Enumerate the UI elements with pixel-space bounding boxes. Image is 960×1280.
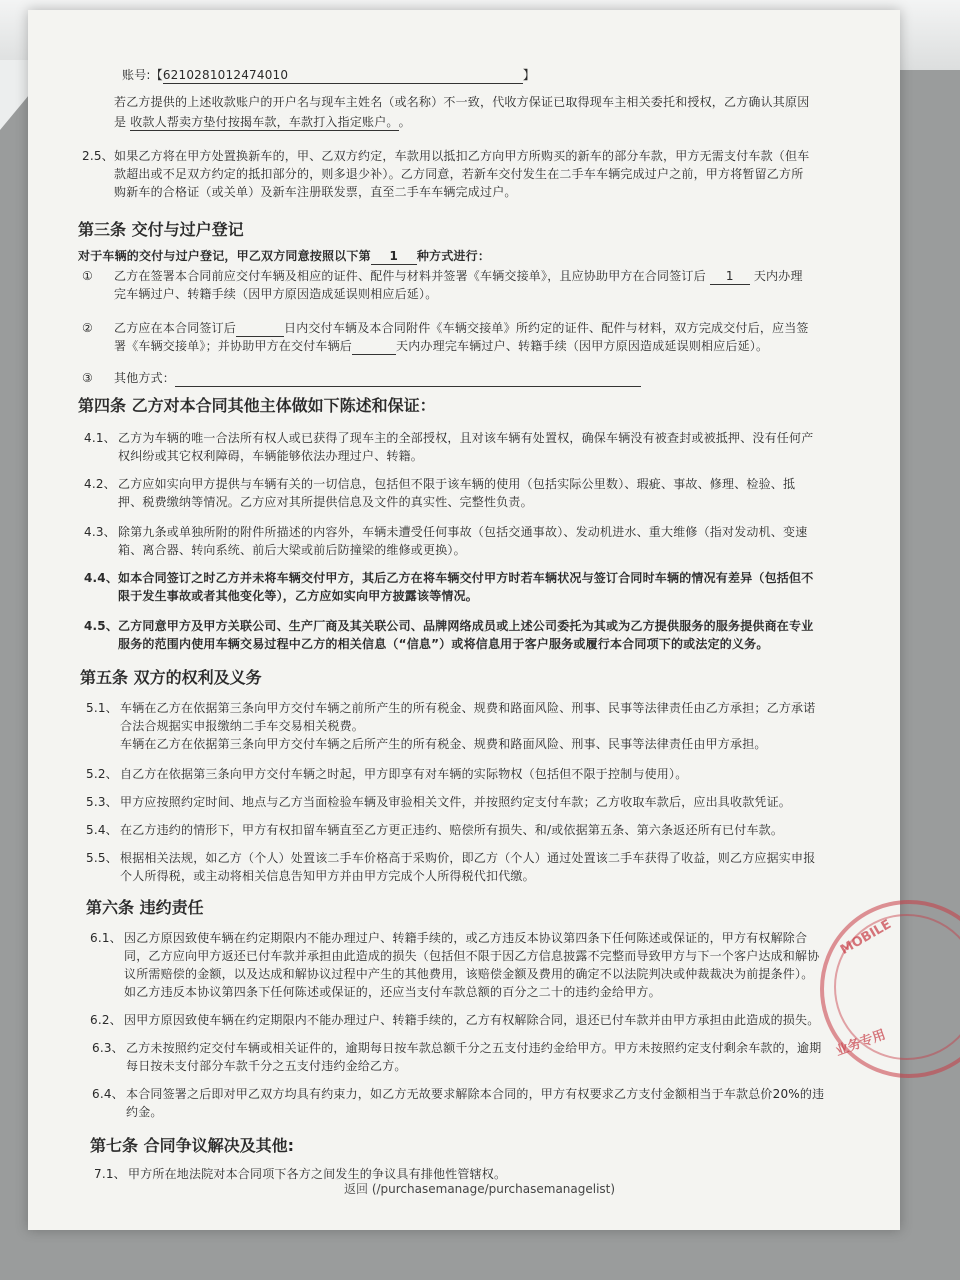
clause-4-4-line: 限于发生事故或者其他变化等），乙方应如实向甲方披露该等情况。 <box>118 589 479 603</box>
clause-6-1-line: 如乙方违反本协议第四条下任何陈述或保证的，还应当支付车款总额的百分之二十的违约金给甲方。 <box>124 985 661 999</box>
clause-4-5-line: 服务的范围内使用车辆交易过程中乙方的相关信息（“信息”）或将信息用于客户服务或履行本合同项下的或法定的义务。 <box>118 637 769 651</box>
option-1-num: ① <box>82 269 93 283</box>
clause-2-5-line: 款超出或不足双方约定的抵扣部分的，则多退少补）。乙方同意，若新车交付发生在二手车车辆完成过户之前，甲方将暂留乙方所 <box>114 167 804 181</box>
clause-6-4-line: 本合同签署之后即对甲乙双方均具有约束力，如乙方无故要求解除本合同的，甲方有权要求乙方支付金额相当于车款总价20%的违 <box>126 1087 825 1101</box>
clause-6-1-line: 因乙方原因致使车辆在约定期限内不能办理过户、转籍手续的，或乙方违反本协议第四条下任何陈述或保证的，甲方有权解除合 <box>124 931 808 945</box>
other-method-blank <box>175 370 641 387</box>
clause-5-1-line: 车辆在乙方在依据第三条向甲方交付车辆之前所产生的所有税金、规费和路面风险、刑事、民事等法律责任由乙方承担；乙方承诺 <box>120 701 816 715</box>
clause-6-1-line: 同，乙方应向甲方返还已付车款并承担由此造成的损失（包括但不限于因乙方信息披露不完整而导致甲方与下一个客户达成和解协 <box>124 949 820 963</box>
clause-2-5-line: 如果乙方将在甲方处置换新车的，甲、乙双方约定，车款用以抵扣乙方向甲方所购买的新车的部分车款，甲方无需支付车款（但车 <box>114 149 810 163</box>
clause-2-5-num: 2.5、 <box>82 149 114 163</box>
clause-5-3-line: 甲方应按照约定时间、地点与乙方当面检验车辆及审验相关文件，并按照约定支付车款；乙方收取车款后，应出具收款凭证。 <box>120 795 792 809</box>
intro-line-2: 是 收款人帮卖方垫付按揭车款，车款打入指定账户。。 <box>114 115 411 129</box>
clause-4-1-line: 权纠纷或其它权利障碍，车辆能够依法办理过户、转籍。 <box>118 449 424 463</box>
clause-6-4-line: 约金。 <box>126 1105 163 1119</box>
clause-5-5-num: 5.5、 <box>86 851 118 865</box>
option-2-num: ② <box>82 321 93 335</box>
clause-5-2-num: 5.2、 <box>86 767 118 781</box>
clause-7-1-num: 7.1、 <box>94 1167 126 1181</box>
clause-4-4-line: 如本合同签订之时乙方并未将车辆交付甲方，其后乙方在将车辆交付甲方时若车辆状况与签订合同时车辆的情况有差异（包括但不 <box>118 571 814 585</box>
clause-5-3-num: 5.3、 <box>86 795 118 809</box>
option-3-num: ③ <box>82 371 93 385</box>
seal-text-bottom: 业务专用 <box>833 1027 888 1060</box>
back-link[interactable]: 返回 (/purchasemanage/purchasemanagelist) <box>344 1182 616 1196</box>
clause-6-4-num: 6.4、 <box>92 1087 124 1101</box>
clause-4-5-line: 乙方同意甲方及甲方关联公司、生产厂商及其关联公司、品牌网络成员或上述公司委托为其或为乙方提供服务的服务提供商在专业 <box>118 619 814 633</box>
method-number: 1 <box>371 248 417 265</box>
clause-5-5-line: 根据相关法规，如乙方（个人）处置该二手车价格高于采购价，即乙方（个人）通过处置该二手车获得了收益，则乙方应据实申报 <box>120 851 816 865</box>
clause-6-2-line: 因甲方原因致使车辆在约定期限内不能办理过户、转籍手续的，乙方有权解除合同，退还已付车款并由甲方承担由此造成的损失。 <box>124 1013 820 1027</box>
clause-2-5-line: 购新车的合格证（或关单）及新车注册联发票，直至二手车车辆完成过户。 <box>114 185 517 199</box>
clause-6-1-line: 议所需赔偿的金额，以及达成和解协议过程中产生的其他费用，该赔偿金额及费用的确定不以法院判决或仲裁裁决为前提条件）。 <box>124 967 814 981</box>
clause-4-3-line: 箱、离合器、转向系统、前后大梁或前后防撞梁的维修或更换）。 <box>118 543 466 557</box>
clause-5-4-line: 在乙方违约的情形下，甲方有权扣留车辆直至乙方更正违约、赔偿所有损失、和/或依据第五条、第六条返还所有已付车款。 <box>120 823 784 837</box>
clause-6-2-num: 6.2、 <box>90 1013 122 1027</box>
section-7-title: 第七条 合同争议解决及其他: <box>90 1136 294 1155</box>
clause-6-1-num: 6.1、 <box>90 931 122 945</box>
clause-5-2-line: 自乙方在依据第三条向甲方交付车辆之时起，甲方即享有对车辆的实际物权（包括但不限于控制与使用）。 <box>120 767 688 781</box>
contract-page <box>28 10 900 1230</box>
clause-5-4-num: 5.4、 <box>86 823 118 837</box>
option-1-line: 乙方在签署本合同前应交付车辆及相应的证件、配件与材料并签署《车辆交接单》，且应协助甲方在合同签订后 1 天内办理 <box>114 269 803 283</box>
section-6-title: 第六条 违约责任 <box>86 898 204 917</box>
clause-4-2-line: 押、税费缴纳等情况。乙方应对其所提供信息及文件的真实性、完整性负责。 <box>118 495 533 509</box>
section-5-title: 第五条 双方的权利及义务 <box>80 668 262 687</box>
reason-fill: 收款人帮卖方垫付按揭车款，车款打入指定账户。 <box>130 115 399 129</box>
seal-text-top: MOBILE <box>837 917 894 958</box>
clause-6-3-line: 乙方未按照约定交付车辆或相关证件的，逾期每日按车款总额千分之五支付违约金给甲方。甲方未按照约定支付剩余车款的，逾期 <box>126 1041 822 1055</box>
clause-4-3-line: 除第九条或单独所附的附件所描述的内容外，车辆未遭受任何事故（包括交通事故）、发动机进水、重大维修（指对发动机、变速 <box>118 525 808 539</box>
clause-4-1-line: 乙方为车辆的唯一合法所有权人或已获得了现车主的全部授权，且对该车辆有处置权，确保车辆没有被查封或被抵押、没有任何产 <box>118 431 814 445</box>
clause-5-5-line: 个人所得税，或主动将相关信息告知甲方并由甲方完成个人所得税代扣代缴。 <box>120 869 535 883</box>
clause-6-3-line: 每日按未支付部分车款千分之五支付违约金给乙方。 <box>126 1059 407 1073</box>
intro-line-1: 若乙方提供的上述收款账户的开户名与现车主姓名（或名称）不一致，代收方保证已取得现车主相关委托和授权，乙方确认其原因 <box>114 95 810 109</box>
clause-4-4-num: 4.4、 <box>84 571 119 585</box>
account-label: 账号:【 <box>122 68 163 82</box>
account-close: 】 <box>522 68 536 82</box>
clause-4-2-line: 乙方应如实向甲方提供与车辆有关的一切信息，包括但不限于该车辆的使用（包括实际公里数）、瑕疵、事故、修理、检验、抵 <box>118 477 796 491</box>
clause-7-1-line: 甲方所在地法院对本合同项下各方之间发生的争议具有排他性管辖权。 <box>128 1167 507 1181</box>
account-number: 6210281012474010 <box>163 67 523 84</box>
clause-4-1-num: 4.1、 <box>84 431 116 445</box>
account-row <box>122 67 535 84</box>
option-1-line-2: 完车辆过户、转籍手续（因甲方原因造成延误则相应后延）。 <box>114 287 438 301</box>
option-2-line-2: 署《车辆交接单》；并协助甲方在交付车辆后 天内办理完车辆过户、转籍手续（因甲方原因造成延误则相应后延）。 <box>114 339 769 353</box>
section-4-title: 第四条 乙方对本合同其他主体做如下陈述和保证： <box>78 396 436 415</box>
clause-5-1-line: 车辆在乙方在依据第三条向甲方交付车辆之后所产生的所有税金、规费和路面风险、刑事、民事等法律责任由甲方承担。 <box>120 737 767 751</box>
option-2-transfer-blank <box>352 338 396 355</box>
clause-5-1-line: 合法合规据实申报缴纳二手车交易相关税费。 <box>120 719 365 733</box>
clause-4-3-num: 4.3、 <box>84 525 116 539</box>
option-2-days-blank <box>236 320 284 337</box>
clause-6-3-num: 6.3、 <box>92 1041 124 1055</box>
clause-5-1-num: 5.1、 <box>86 701 118 715</box>
option-1-days: 1 <box>710 268 750 285</box>
option-2-line: 乙方应在本合同签订后 日内交付车辆及本合同附件《车辆交接单》所约定的证件、配件与材料，双方完成交付后，应当签 <box>114 321 809 335</box>
option-3-line: 其他方式： <box>114 370 641 387</box>
section-3-title: 第三条 交付与过户登记 <box>78 220 244 239</box>
clause-4-5-num: 4.5、 <box>84 619 119 633</box>
clause-4-2-num: 4.2、 <box>84 477 116 491</box>
section-3-lead: 对于车辆的交付与过户登记，甲乙双方同意按照以下第 1 种方式进行： <box>78 249 491 263</box>
